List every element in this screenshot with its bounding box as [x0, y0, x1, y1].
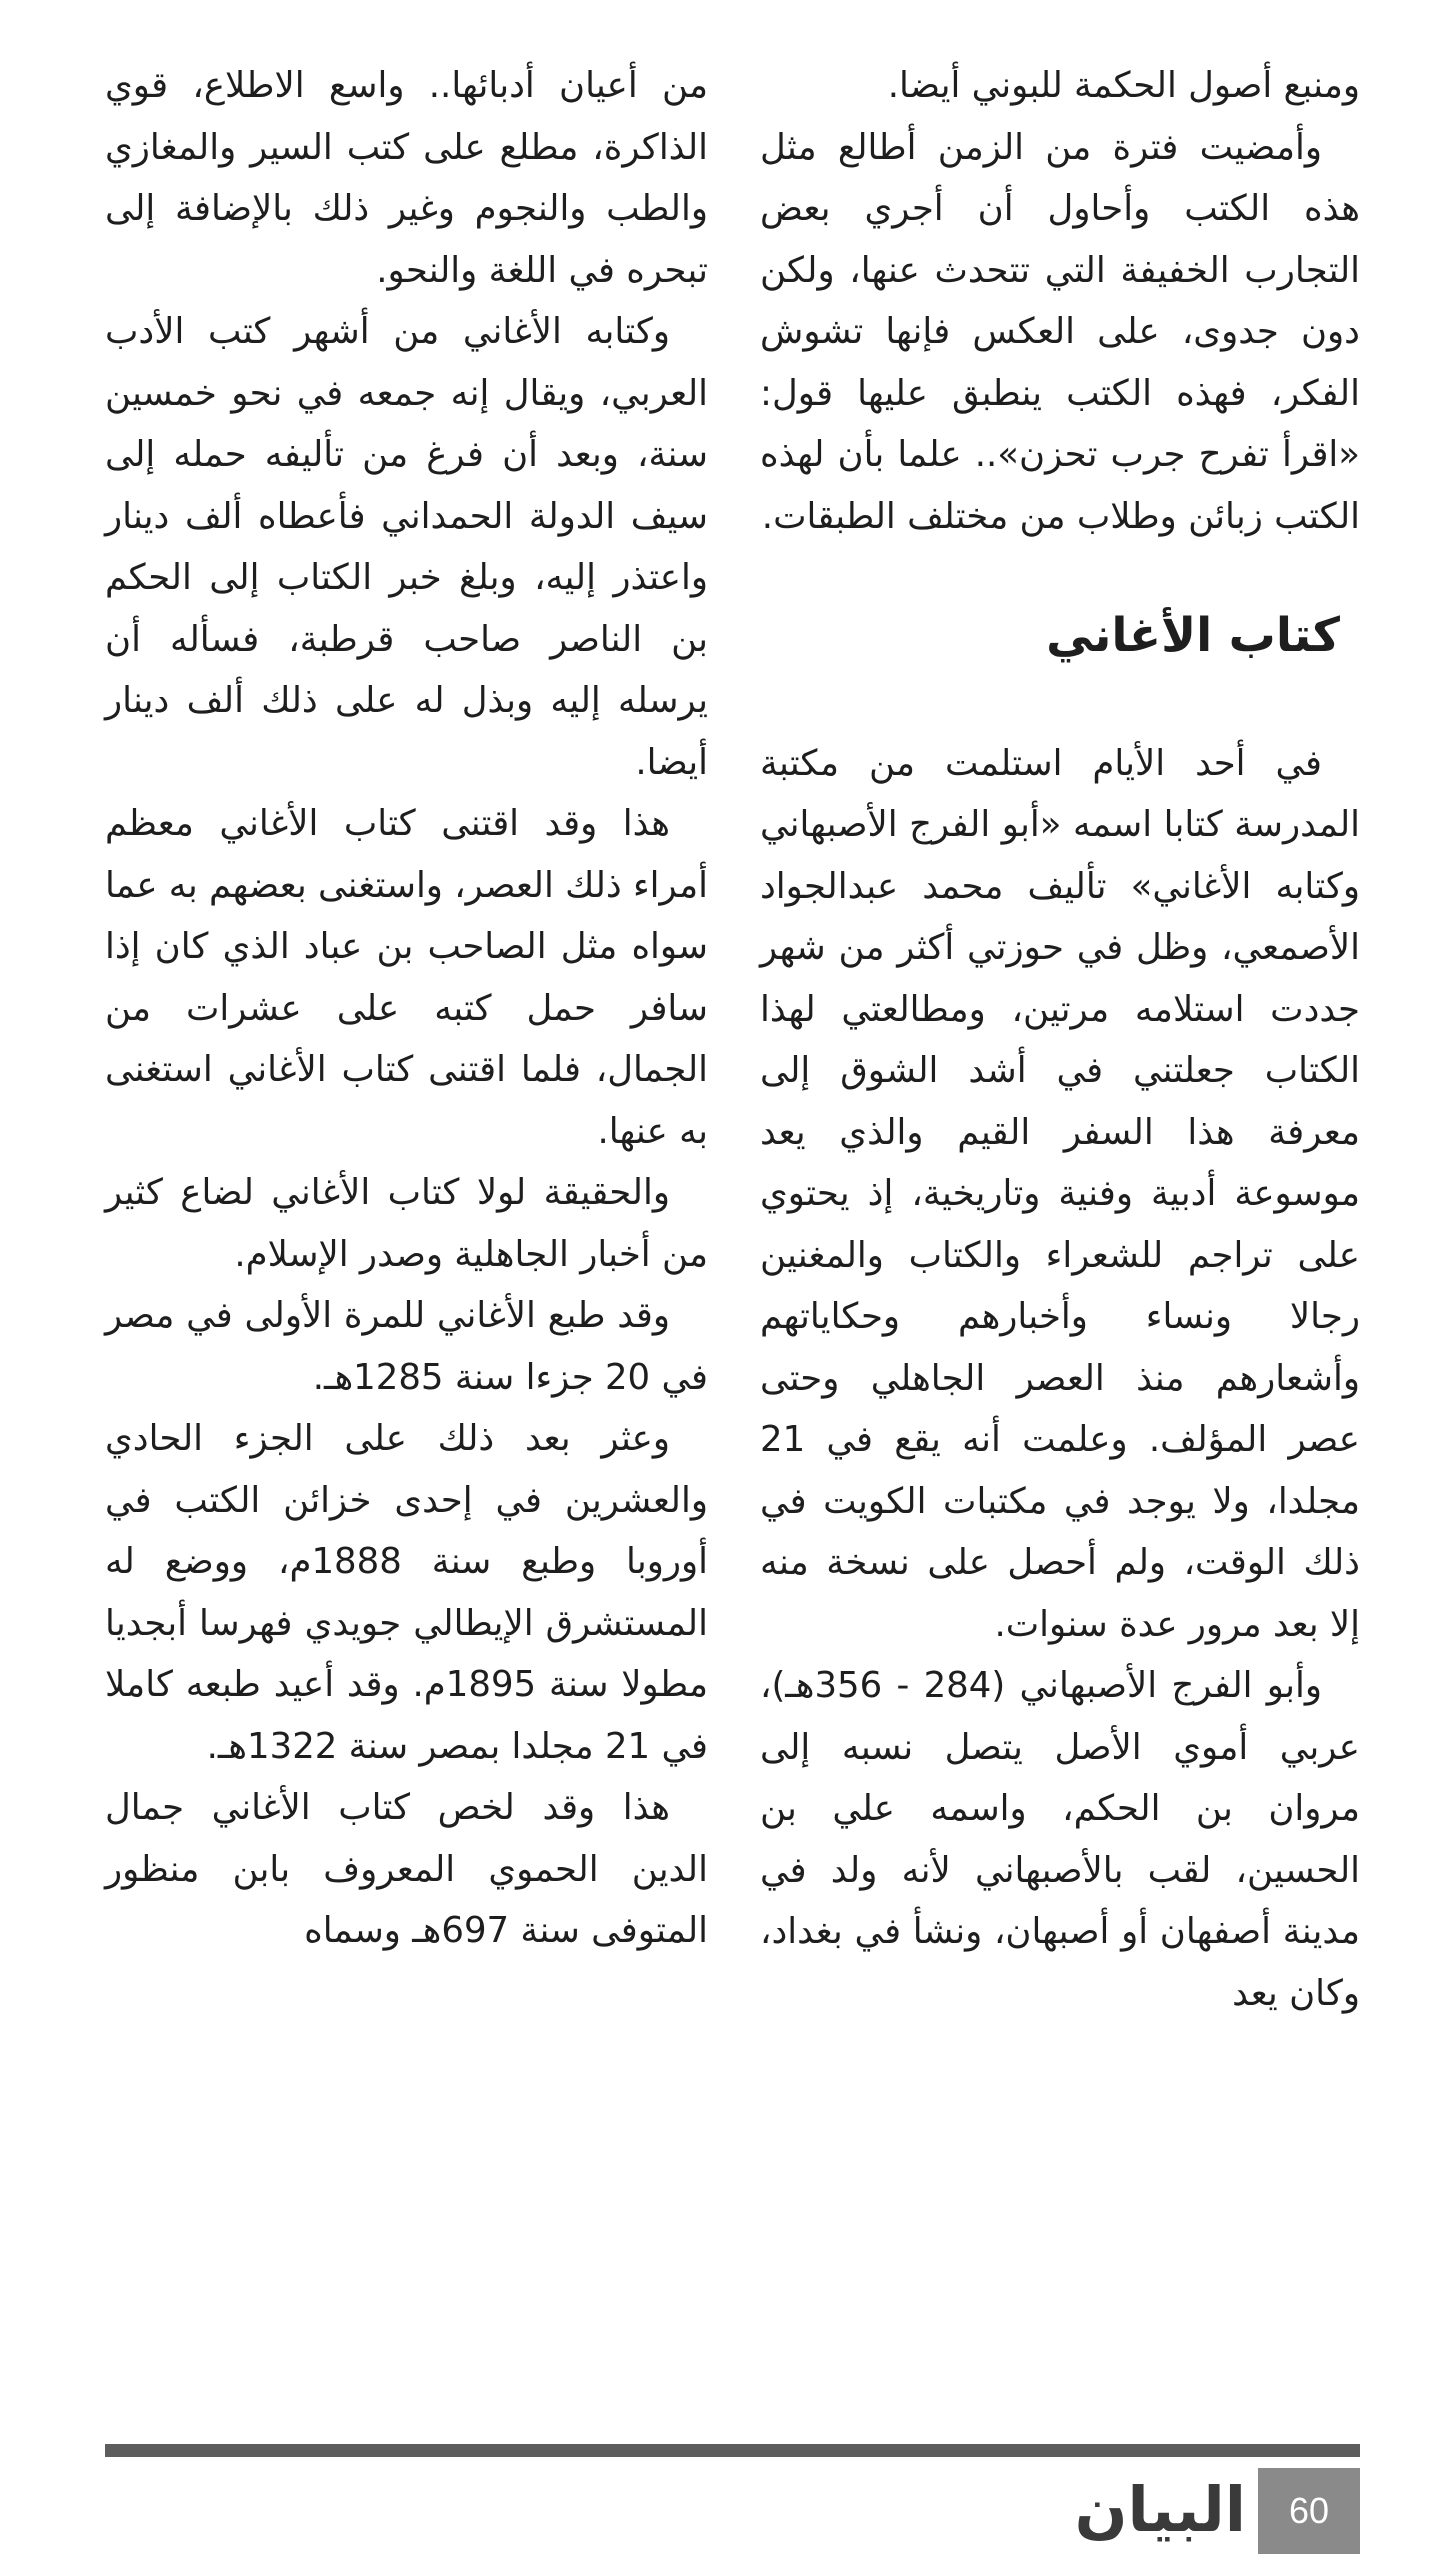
paragraph: هذا وقد اقتنى كتاب الأغاني معظم أمراء ذلك العصر، واستغنى بعضهم به عما سواه مثل الصاحب بن عباد الذي كان إذا سافر حمل كتبه على عشرات من الجمال، فلما اقتنى كتاب الأغاني استغنى به عنها.	[104, 803, 708, 1152]
section-heading: كتاب الأغاني	[1046, 608, 1340, 663]
paragraph: هذا وقد لخص كتاب الأغاني جمال الدين الحموي المعروف بابن منظور المتوفى سنة 697هـ وسماه	[105, 1787, 708, 1951]
footer-rule	[105, 2444, 1360, 2457]
paragraph: وأبو الفرج الأصبهاني (284 - 356هـ)، عربي أموي الأصل يتصل نسبه إلى مروان بن الحكم، واسمه علي بن الحسين، لقب بالأصبهاني لأنه ولد في مدينة أصفهان أو أصبهان، ونشأ في بغداد، وكان يعد	[760, 1665, 1360, 2014]
paragraph: ومنبع أصول الحكمة للبوني أيضا.	[887, 65, 1360, 106]
paragraph: وكتابه الأغاني من أشهر كتب الأدب العربي، ويقال إنه جمعه في نحو خمسين سنة، وبعد أن فرغ من تأليفه حمله إلى سيف الدولة الحمداني فأعطاه ألف دينار واعتذر إليه، وبلغ خبر الكتاب إلى الحكم بن الناصر صاحب قرطبة، فسأله أن يرسله إليه وبذل له على ذلك ألف دينار أيضا.	[105, 311, 708, 783]
paragraph: من أعيان أدبائها.. واسع الاطلاع، قوي الذاكرة، مطلع على كتب السير والمغازي والطب والنجوم وغير ذلك بالإضافة إلى تبحره في اللغة والنحو.	[105, 65, 708, 291]
paragraph: في أحد الأيام استلمت من مكتبة المدرسة كتابا اسمه «أبو الفرج الأصبهاني وكتابه الأغاني» تأليف محمد عبدالجواد الأصمعي، وظل في حوزتي أكثر من شهر جددت استلامه مرتين، ومطالعتي لهذا الكتاب جعلتني في أشد الشوق إلى معرفة هذا السفر القيم والذي يعد موسوعة أدبية وفنية وتاريخية، إذ يحتوي على تراجم للشعراء والكتاب والمغنين رجالا ونساء وأخبارهم وحكاياتهم وأشعارهم منذ العصر الجاهلي وحتى عصر المؤلف. وعلمت أنه يقع في 21 مجلدا، ولا يوجد في مكتبات الكويت في ذلك الوقت، ولم أحصل على نسخة منه إلا بعد مرور عدة سنوات.	[760, 742, 1360, 1645]
magazine-logo: البيان	[1074, 2473, 1246, 2546]
paragraph: وعثر بعد ذلك على الجزء الحادي والعشرين في إحدى خزائن الكتب في أوروبا وطبع سنة 1888م، ووضع له المستشرق الإيطالي جويدي فهرسا أبجديا مطولا سنة 1895م. وقد أعيد طبعه كاملا في 21 مجلدا بمصر سنة 1322هـ.	[105, 1418, 708, 1767]
paragraph: وأمضيت فترة من الزمن أطالع مثل هذه الكتب وأحاول أن أجري بعض التجارب الخفيفة التي تتحدث عنها، ولكن دون جدوى، على العكس فإنها تشوش الفكر، فهذه الكتب ينطبق عليها قول: «اقرأ تفرح جرب تحزن».. علما بأن لهذه الكتب زبائن وطلاب من مختلف الطبقات.	[760, 126, 1360, 537]
page-number: 60	[1258, 2468, 1360, 2554]
paragraph: والحقيقة لولا كتاب الأغاني لضاع كثير من أخبار الجاهلية وصدر الإسلام.	[105, 1172, 708, 1275]
right-column	[760, 55, 1360, 2024]
paragraph: وقد طبع الأغاني للمرة الأولى في مصر في 20 جزءا سنة 1285هـ.	[105, 1295, 708, 1398]
left-column	[105, 55, 708, 1962]
